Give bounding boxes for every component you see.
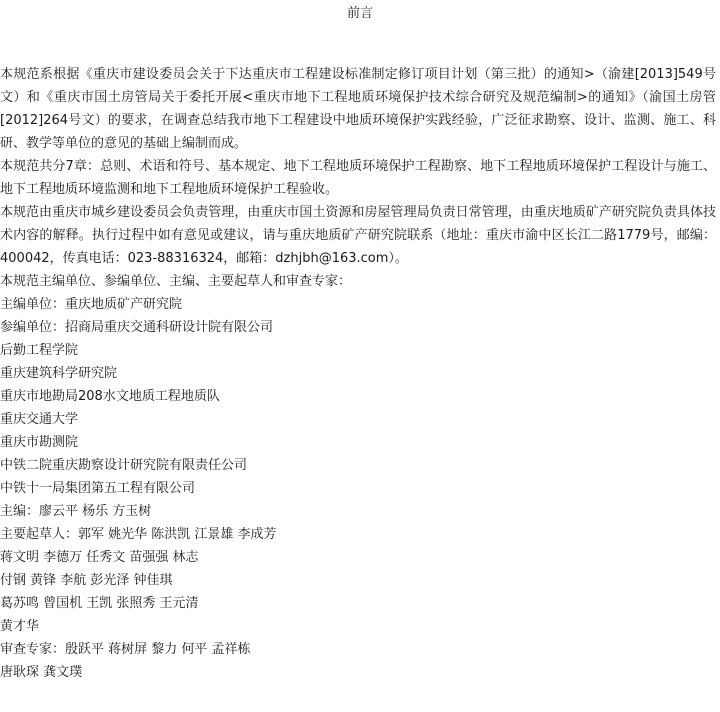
- participating-unit: 重庆市勘测院: [0, 435, 79, 450]
- main-drafters: 蒋文明 李德万 任秀文 苗强强 林志: [0, 550, 199, 565]
- participating-unit: 中铁二院重庆勘察设计研究院有限责任公司: [0, 458, 248, 473]
- main-drafters: 黄才华: [0, 619, 40, 634]
- main-drafters: 主要起草人：郭军 姚光华 陈洪凯 江景雄 李成芳: [0, 527, 277, 542]
- main-drafters: 付钢 黄锋 李航 彭光泽 钟佳琪: [0, 573, 173, 588]
- document-body: [0, 63, 716, 684]
- participating-unit: 重庆建筑科学研究院: [0, 366, 118, 381]
- page-title: 前言: [346, 6, 373, 21]
- participating-unit: 参编单位：招商局重庆交通科研设计院有限公司: [0, 320, 274, 335]
- participating-unit: 中铁十一局集团第五工程有限公司: [0, 481, 196, 496]
- intro-paragraph: 本规范系根据《重庆市建设委员会关于下达重庆市工程建设标准制定修订项目计划（第三批）的通知>（渝建[2013]549号文）和《重庆市国土房管局关于委托开展<重庆市地下工程地质环境保护技术综合研究及规范编制>的通知》（渝国土房管[2012]264号文）的要求，在调查总结我市地下工程建设中地质环境保护实践经验，广泛征求勘察、设计、监测、施工、科研、教学等单位的意见的基础上编制而成。: [0, 67, 716, 151]
- review-experts: 唐耿琛 龚文璞: [0, 665, 83, 680]
- participating-unit: 后勤工程学院: [0, 343, 79, 358]
- chief-editor-unit: 主编单位：重庆地质矿产研究院: [0, 297, 183, 312]
- participating-unit: 重庆交通大学: [0, 412, 79, 427]
- contributors-heading: 本规范主编单位、参编单位、主编、主要起草人和审查专家：: [0, 274, 352, 289]
- management-paragraph: 本规范由重庆市城乡建设委员会负责管理，由重庆市国土资源和房屋管理局负责日常管理，由重庆地质矿产研究院负责具体技术内容的解释。执行过程中如有意见或建议，请与重庆地质矿产研究院联系（地址：重庆市渝中区长江二路1779号，邮编：400042，传真电话：023-88316324，邮箱：dzhjbh@163.com）。: [0, 205, 716, 266]
- participating-unit: 重庆市地勘局208水文地质工程地质队: [0, 389, 220, 404]
- chapters-paragraph: 本规范共分7章：总则、术语和符号、基本规定、地下工程地质环境保护工程勘察、地下工程地质环境保护工程设计与施工、地下工程地质环境监测和地下工程地质环境保护工程验收。: [0, 159, 716, 197]
- main-drafters: 葛苏鸣 曾国机 王凯 张照秀 王元清: [0, 596, 199, 611]
- review-experts: 审查专家：殷跃平 蒋树屏 黎力 何平 孟祥栋: [0, 642, 251, 657]
- chief-editors: 主编：廖云平 杨乐 方玉树: [0, 504, 152, 519]
